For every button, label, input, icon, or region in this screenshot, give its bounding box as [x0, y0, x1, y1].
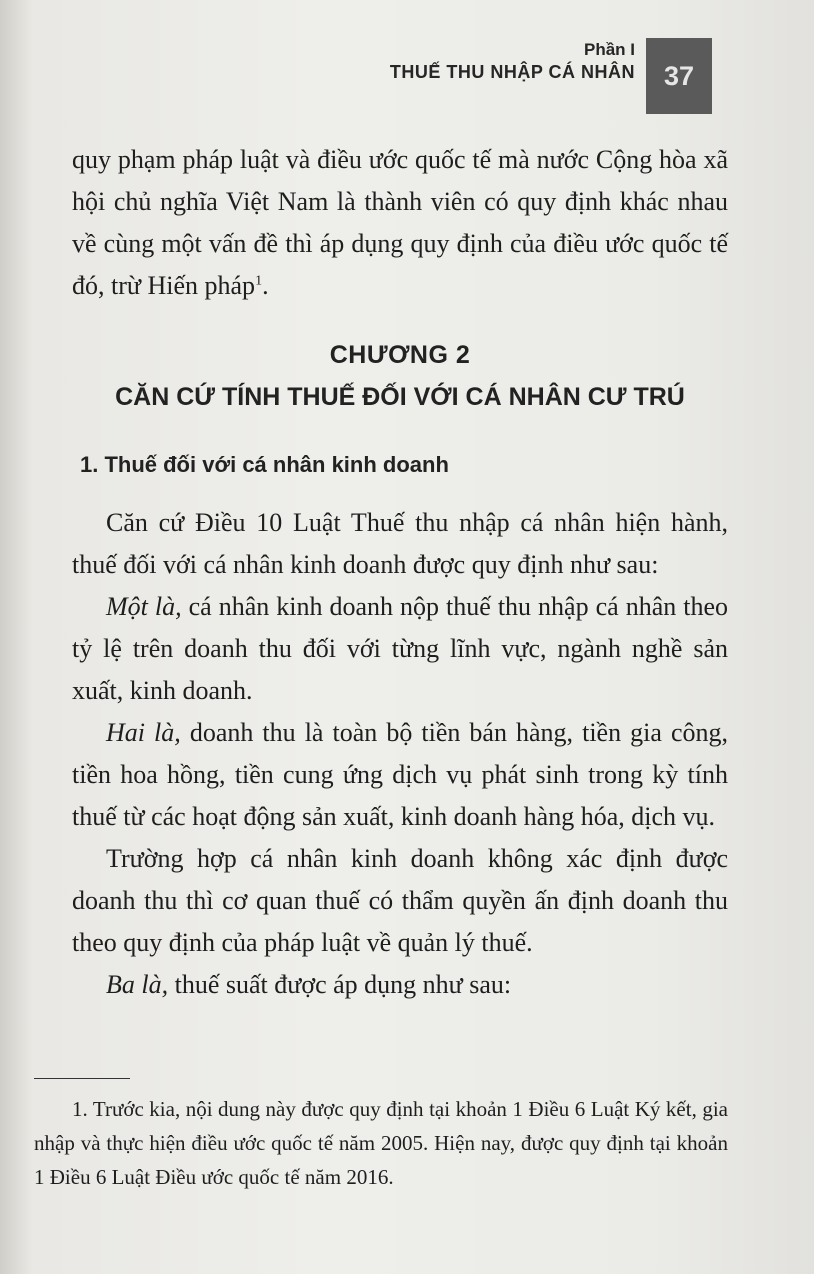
running-header	[380, 40, 635, 84]
paragraph-2-lead: Một là,	[106, 592, 182, 621]
section-heading: 1. Thuế đối với cá nhân kinh doanh	[80, 452, 449, 477]
paragraph-2	[72, 586, 728, 712]
paragraph-5	[72, 964, 728, 1006]
paragraph-3-lead: Hai là,	[106, 718, 181, 747]
continuation-paragraph	[72, 139, 728, 307]
paragraph-4: Trường hợp cá nhân kinh doanh không xác định được doanh thu thì cơ quan thuế có thẩm quyền ấn định doanh thu theo quy định của pháp luật về quản lý thuế.	[72, 844, 728, 957]
header-section-title: THUẾ THU NHẬP CÁ NHÂN	[389, 62, 635, 83]
paragraph-3-text: doanh thu là toàn bộ tiền bán hàng, tiền gia công, tiền hoa hồng, tiền cung ứng dịch vụ phát sinh trong kỳ tính thuế từ các hoạt động sản xuất, kinh doanh hàng hóa, dịch vụ.	[72, 718, 728, 831]
main-text-block	[72, 502, 728, 1006]
chapter-title: CĂN CỨ TÍNH THUẾ ĐỐI VỚI CÁ NHÂN CƯ TRÚ	[115, 383, 685, 411]
paragraph-3	[72, 712, 728, 838]
paragraph-5-lead: Ba là,	[106, 970, 169, 999]
paragraph-2-text: cá nhân kinh doanh nộp thuế thu nhập cá nhân theo tỷ lệ trên doanh thu đối với từng lĩnh vực, ngành nghề sản xuất, kinh doanh.	[72, 592, 729, 705]
footnote-reference: 1	[255, 273, 263, 289]
paragraph-5-text: thuế suất được áp dụng như sau:	[168, 970, 512, 999]
page-number: 37	[663, 60, 695, 91]
chapter-heading	[72, 336, 728, 416]
footnote: 1. Trước kia, nội dung này được quy định tại khoản 1 Điều 6 Luật Ký kết, gia nhập và thực hiện điều ước quốc tế năm 2005. Hiện nay, được quy định tại khoản 1 Điều 6 Luật Điều ước quốc tế năm 2016.	[34, 1097, 728, 1189]
continuation-block	[72, 139, 728, 307]
continuation-text: quy phạm pháp luật và điều ước quốc tế mà nước Cộng hòa xã hội chủ nghĩa Việt Nam là thành viên có quy định khác nhau về cùng một vấn đề thì áp dụng quy định của điều ước quốc tế đó, trừ Hiến pháp	[72, 145, 728, 300]
page-number-box	[646, 38, 712, 114]
header-part-label: Phần I	[583, 40, 635, 59]
paragraph-1: Căn cứ Điều 10 Luật Thuế thu nhập cá nhân hiện hành, thuế đối với cá nhân kinh doanh được quy định như sau:	[72, 508, 728, 579]
continuation-end: .	[262, 271, 269, 300]
chapter-number: CHƯƠNG 2	[329, 341, 471, 369]
footnote-divider	[34, 1078, 130, 1079]
